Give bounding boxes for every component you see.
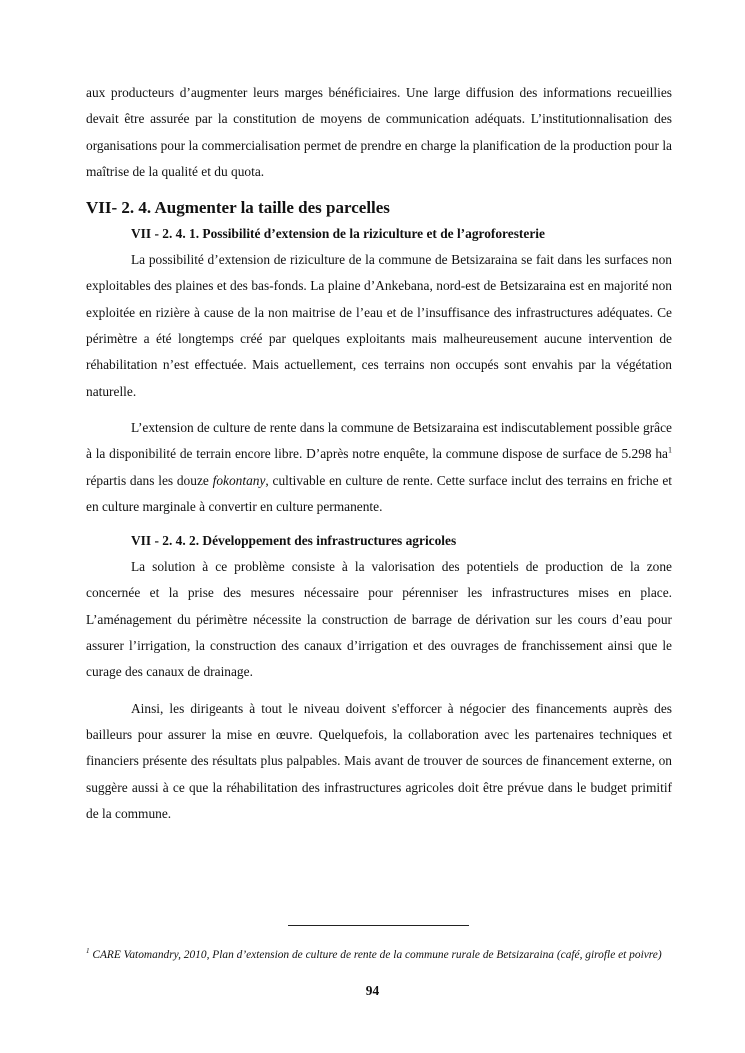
footnote <box>86 947 672 963</box>
intro-paragraph: aux producteurs d’augmenter leurs marges bénéficiaires. Une large diffusion des informations recueillies devait être assurée par la constitution de moyens de communication adéquats. L’institutionnalisation des organisations pour la commercialisation permet de prendre en charge la planification de la production pour la maîtrise de la qualité et du quota. <box>86 85 672 179</box>
footnote-text: CARE Vatomandry, 2010, Plan d’extension de culture de rente de la commune rurale de Betsizaraina (café, girofle et poivre) <box>89 949 662 961</box>
page-number: 94 <box>365 983 380 998</box>
paragraph-text-b: répartis dans les douze <box>86 472 213 488</box>
emphasis-fokontany: fokontany <box>212 472 266 488</box>
subsection-heading-1: VII - 2. 4. 1. Possibilité d’extension de la riziculture et de l’agroforesterie <box>131 226 545 242</box>
footnote-separator <box>288 925 469 926</box>
section-heading: VII- 2. 4. Augmenter la taille des parcelles <box>86 198 390 218</box>
paragraph-text-c: , cultivable en culture de rente. Cette surface inclut des terrains en friche et en culture marginale à convertir en culture permanente. <box>86 472 672 514</box>
paragraph-riziculture: La possibilité d’extension de riziculture de la commune de Betsizaraina se fait dans les surfaces non exploitables des plaines et des bas-fonds. La plaine d’Ankebana, nord-est de Betsizaraina est en majorité non exploitée en rizière à cause de la non maitrise de l’eau et de l’insuffisance des infrastructures adéquates. Ce périmètre a été longtemps créé par quelques exploitants mais malheureusement aucune intervention de réhabilitation n’est effectuée. Mais actuellement, ces terrains non occupés sont envahis par la végétation naturelle. <box>86 252 672 399</box>
paragraph-text-a: L’extension de culture de rente dans la commune de Betsizaraina est indiscutablement possible grâce à la disponibilité de terrain encore libre. D’après notre enquête, la commune dispose de surface de 5.298 ha <box>86 419 672 462</box>
paragraph-financement: Ainsi, les dirigeants à tout le niveau doivent s'efforcer à négocier des financements auprès des bailleurs pour assurer la mise en œuvre. Quelquefois, la collaboration avec les partenaires techniques et financiers présente des résultats plus palpables. Mais avant de trouver de sources de financement externe, on suggère aussi à ce que la réhabilitation des infrastructures agricoles doit être prévue dans le budget primitif de la commune. <box>86 700 672 821</box>
paragraph-culture-de-rente <box>86 415 672 520</box>
page-body <box>86 80 672 827</box>
footnote-marker: 1 <box>86 947 90 956</box>
footnote-reference: 1 <box>668 445 672 455</box>
paragraph-infrastructures: La solution à ce problème consiste à la valorisation des potentiels de production de la zone concernée et la prise des mesures nécessaire pour pérenniser les infrastructures mises en place. L’aménagement du périmètre nécessite la construction de barrage de dérivation sur les cours d’eau pour assurer l’irrigation, la construction des canaux d’irrigation et des ouvrages de franchissement ainsi que le curage des canaux de drainage. <box>86 559 672 680</box>
subsection-heading-2: VII - 2. 4. 2. Développement des infrastructures agricoles <box>131 533 457 549</box>
